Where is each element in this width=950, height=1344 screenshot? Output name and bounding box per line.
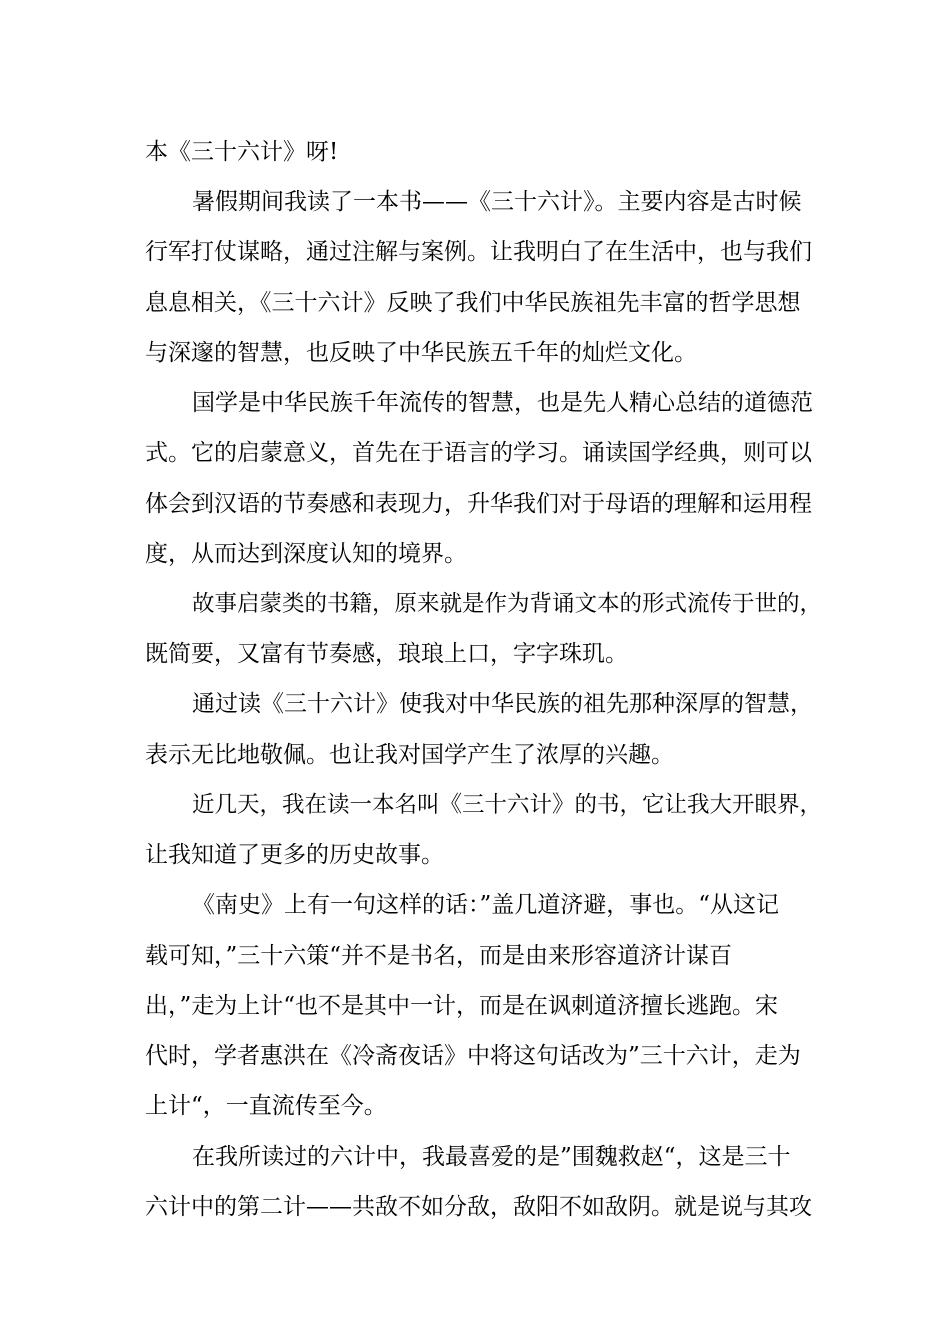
paragraph-first-line: 在我所读过的六计中，我最喜爱的是”围魏救赵“，这是三十 [192,1144,791,1170]
text-line: 息息相关，《三十六计》反映了我们中华民族祖先丰富的哲学思想 [145,290,801,316]
paragraph-first-line: 国学是中华民族千年流传的智慧，也是先人精心总结的道德范 [192,390,813,416]
text-line: 表示无比地敬佩。也让我对国学产生了浓厚的兴趣。 [145,742,674,768]
text-line: 出，”走为上计“也不是其中一计，而是在讽刺道济擅长逃跑。宋 [145,993,779,1019]
paragraph-first-line: 《南史》上有一句这样的话：”盖几道济避，事也。“从这记 [192,892,780,918]
text-line: 体会到汉语的节奏感和表现力，升华我们对于母语的理解和运用程 [145,491,812,517]
text-line: 上计“，一直流传至今。 [145,1093,387,1119]
text-line: 代时，学者惠洪在《冷斋夜话》中将这句话改为”三十六计，走为 [145,1043,801,1069]
text-line: 式。它的启蒙意义，首先在于语言的学习。诵读国学经典，则可以 [145,440,812,466]
paragraph-first-line: 故事启蒙类的书籍，原来就是作为背诵文本的形式流传于世的， [192,591,823,617]
text-line: 与深邃的智慧，也反映了中华民族五千年的灿烂文化。 [145,340,697,366]
text-line: 行军打仗谋略，通过注解与案例。让我明白了在生活中，也与我们 [145,239,812,265]
text-line: 度，从而达到深度认知的境界。 [145,541,467,567]
paragraph-first-line: 近几天，我在读一本名叫《三十六计》的书，它让我大开眼界， [192,792,823,818]
text-line: 六计中的第二计——共敌不如分敌，敌阳不如敌阴。就是说与其攻 [145,1194,812,1220]
text-line: 让我知道了更多的历史故事。 [145,842,444,868]
text-line: 本《三十六计》呀! [145,139,339,165]
text-line: 既简要，又富有节奏感，琅琅上口，字字珠玑。 [145,641,628,667]
paragraph-first-line: 通过读《三十六计》使我对中华民族的祖先那种深厚的智慧， [192,691,813,717]
text-line: 载可知，”三十六策“并不是书名，而是由来形容道济计谋百 [145,943,733,969]
paragraph-first-line: 暑假期间我读了一本书——《三十六计》。主要内容是古时候 [192,189,802,215]
